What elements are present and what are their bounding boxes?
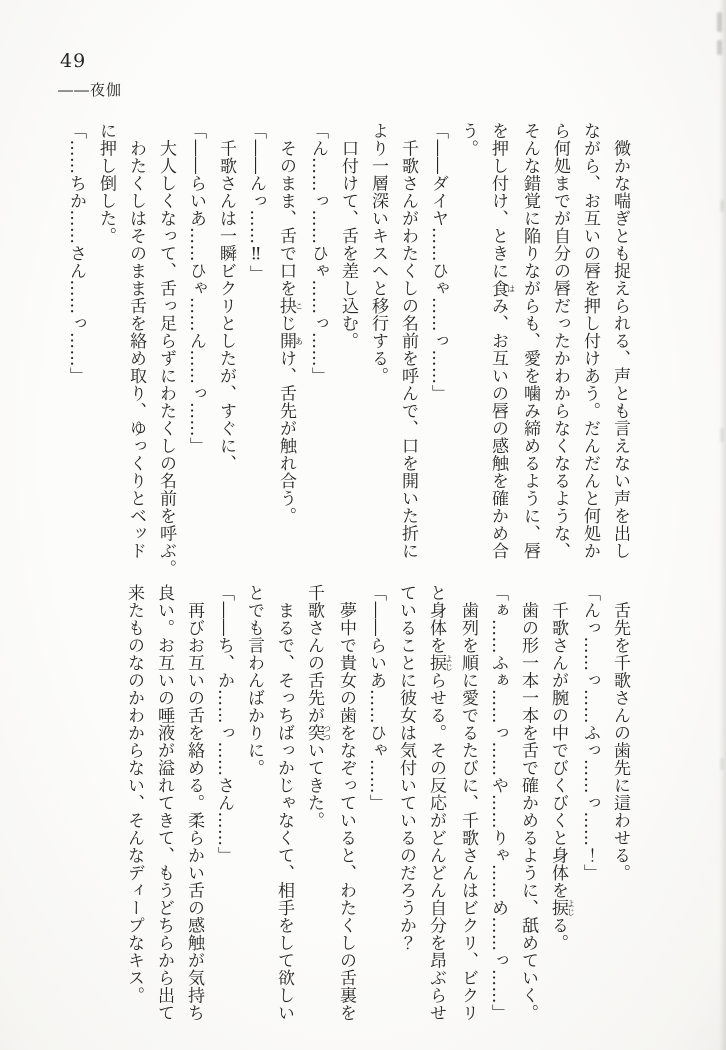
text-block-deep-kiss [119,584,635,1042]
page-edge-shadow [719,0,726,1050]
text-line: 千歌さんは一瞬ビクリとしたが、すぐに、 [216,122,236,472]
text-line: 「――んっ……‼」 [246,122,266,283]
text-line: 「ん……っ……ひゃ……っ……」 [308,122,328,385]
text-line: 夢中で貴女の歯をなぞっていると、わたくしの舌裏を [336,584,356,1022]
text-line: 来たものなのかわからない、そんなディープなキス。 [124,584,144,1004]
text-line: 「ぁ……ふぁ……っ……や……りゃ……め……っ……」 [488,584,508,1022]
text-line: とでも言わんばかりに。 [244,584,264,777]
text-line: 「――らいあ……ひゃ……」 [366,584,386,812]
text-line: を押し付け、ときに食はみ、お互いの唇の感触を確かめ合 [488,122,516,560]
text-line: に押し倒した。 [96,122,116,245]
running-title: ――夜伽 [58,81,123,99]
text-line: わたくしはそのまま舌を絡め取り、ゆっくりとベッド [126,122,146,560]
text-line: 歯列を順に愛でるたびに、千歌さんはビクリ、ビクリ [458,584,478,1022]
text-line: 歯の形一本一本を舌で確かめるように、舐めていく。 [518,584,538,1022]
text-line: 口付けて、舌を差し込む。 [338,122,358,350]
text-line: ていることに彼女は気付いているのだろうか？ [396,584,416,952]
text-line: ながら、お互いの唇を押し付けあう。だんだんと何処か [580,122,600,560]
text-line: ら何処までが自分の唇だったかわからなくなるような、 [550,122,570,560]
text-line: そんな錯覚に陥りながらも、愛を噛み締めるように、唇 [520,122,540,560]
scan-artifact [720,758,724,770]
text-line: 千歌さんがわたくしの名前を呼んで、口を開いた折に [398,122,418,560]
text-line: 微かな喘ぎとも捉えられる、声とも言えない声を出し [610,122,630,560]
text-line: と身体を捩よじらせる。その反応がどんどん自分を昂ぶらせ [426,584,454,1022]
scan-artifact [717,12,722,32]
text-line: う。 [458,122,478,157]
scan-artifact [717,40,722,55]
text-line: 舌先を千歌さんの歯先に這わせる。 [610,584,630,882]
text-line: 「――ち、か……っ……さん……」 [214,584,234,864]
text-line: そのまま、舌で口を抉こじ開あけ、舌先が触れ合う。 [276,122,304,525]
text-line: 千歌さんが腕の中でびくびくと身体を捩よじる。 [548,584,576,952]
text-block-first-kiss [61,122,635,577]
text-line: 「……ちか……さん……っ……」 [66,122,86,385]
scan-artifact [720,200,724,212]
text-line: 「――らいあ……ひゃ……ん……っ……」 [186,122,206,455]
text-line: 「――ダイヤ……ひゃ……っ……」 [428,122,448,402]
scan-artifact [720,428,724,442]
text-line: 千歌さんの舌先が突つついてきた。 [304,584,332,829]
text-line: まるで、そっちばっかじゃなくて、相手をして欲しい [274,584,294,1022]
text-line: より一層深いキスへと移行する。 [368,122,388,385]
text-line: 再びお互いの舌を絡める。柔らかい舌の感触が気持ち [184,584,204,1022]
page-number: 49 [60,50,87,72]
text-line: 「んっ……っ……ふっ……っ……！」 [580,584,600,882]
text-line: 大人しくなって、舌っ足らずにわたくしの名前を呼ぶ。 [156,122,176,577]
text-line: 良い。お互いの唾液が溢れてきて、もうどちらから出て [154,584,174,1022]
